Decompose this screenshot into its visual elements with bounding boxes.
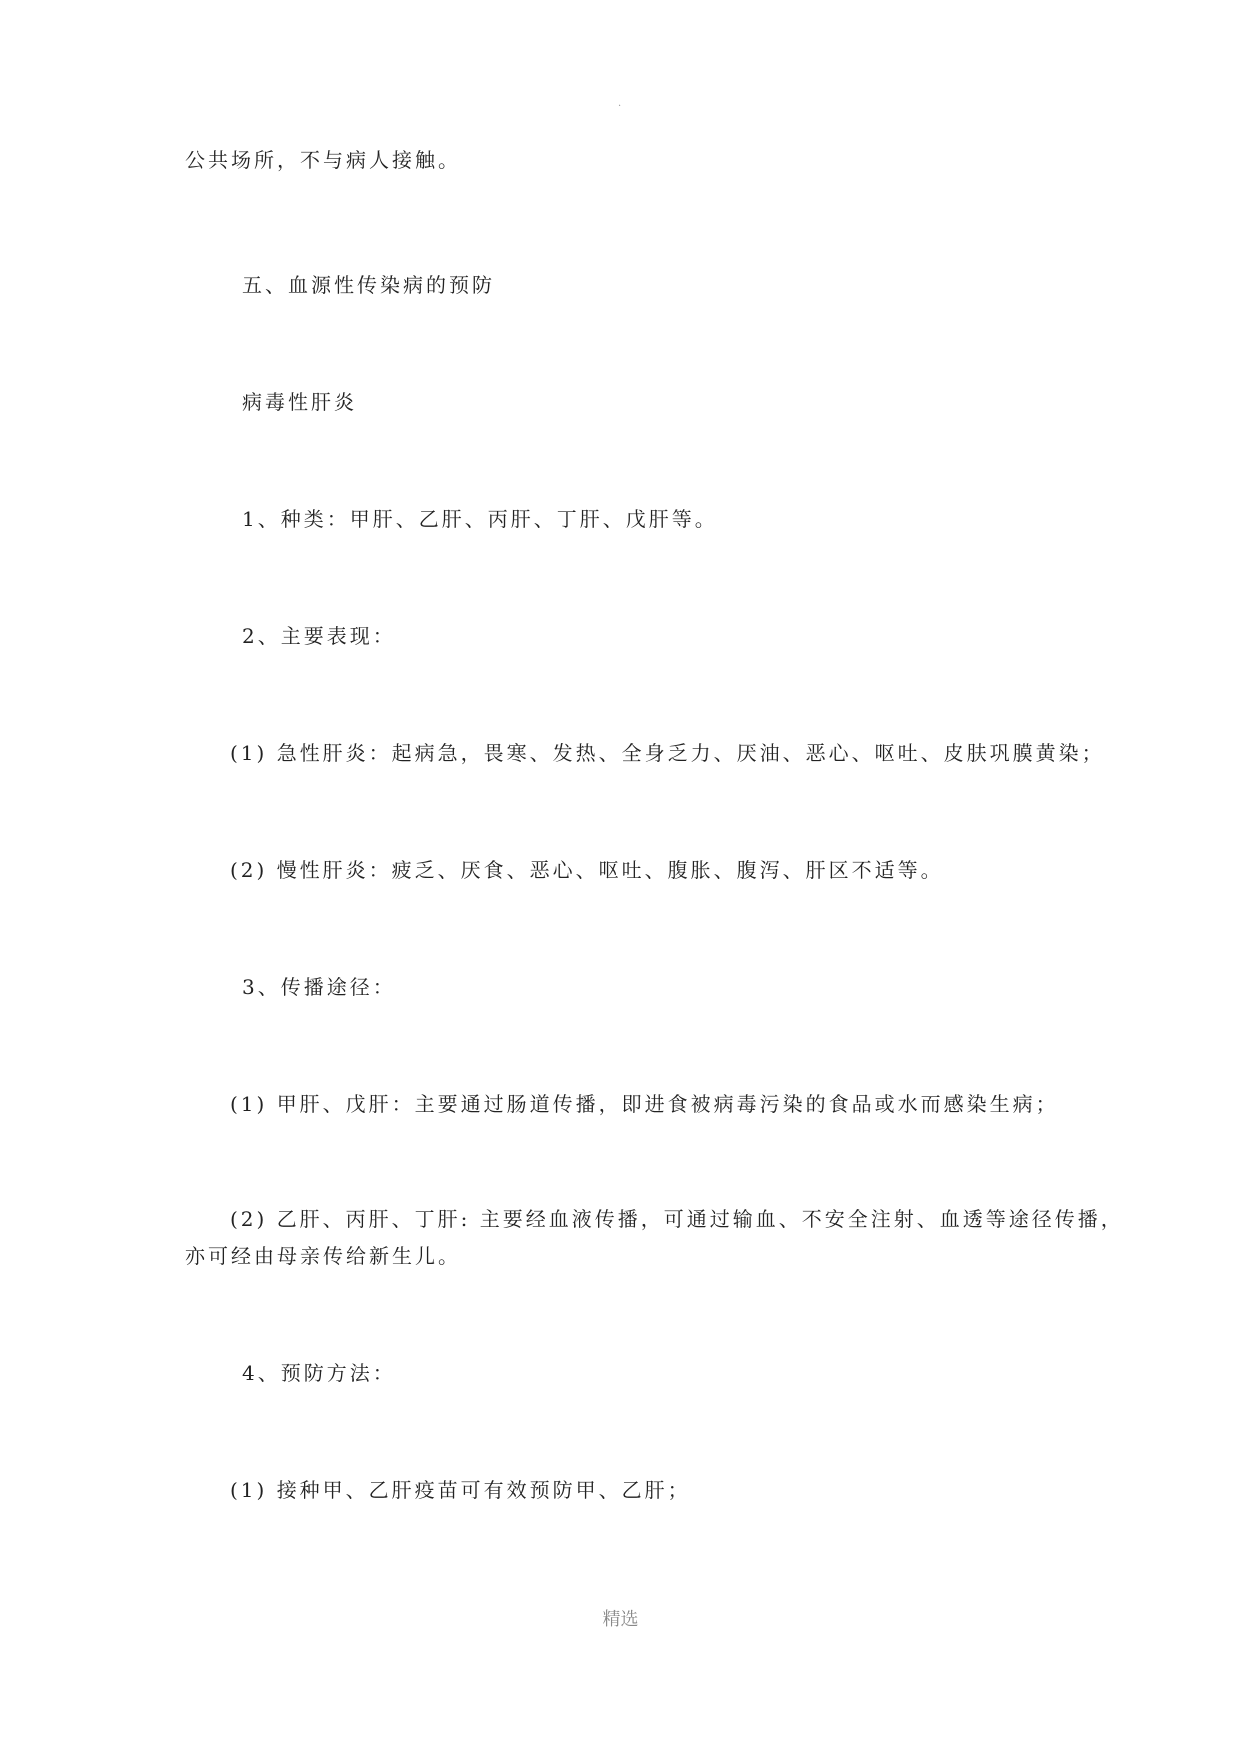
subsection-heading: 病毒性肝炎 — [242, 390, 357, 414]
list-item: 1、种类：甲肝、乙肝、丙肝、丁肝、戊肝等。 — [242, 507, 718, 531]
sub-list-item: (2) 慢性肝炎：疲乏、厌食、恶心、呕吐、腹胀、腹泻、肝区不适等。 — [230, 858, 944, 882]
list-item: 2、主要表现： — [242, 624, 396, 648]
footer-label: 精选 — [602, 1609, 639, 1630]
sub-list-item: (1) 接种甲、乙肝疫苗可有效预防甲、乙肝； — [230, 1478, 691, 1502]
sub-list-item: (2) 乙肝、丙肝、丁肝: 主要经血液传播，可通过输血、不安全注射、血透等途径传播， — [230, 1207, 1124, 1231]
sub-list-item: (1) 急性肝炎：起病急，畏寒、发热、全身乏力、厌油、恶心、呕吐、皮肤巩膜黄染； — [230, 741, 1105, 765]
section-heading: 五、血源性传染病的预防 — [242, 273, 495, 297]
header-mark: . — [618, 98, 622, 109]
sub-list-item: (1) 甲肝、戊肝：主要通过肠道传播，即进食被病毒污染的食品或水而感染生病； — [230, 1092, 1059, 1116]
paragraph-line: 公共场所，不与病人接触。 — [185, 148, 461, 172]
list-item: 4、预防方法： — [242, 1361, 396, 1385]
sub-list-item-continuation: 亦可经由母亲传给新生儿。 — [185, 1244, 461, 1268]
list-item: 3、传播途径： — [242, 975, 396, 999]
